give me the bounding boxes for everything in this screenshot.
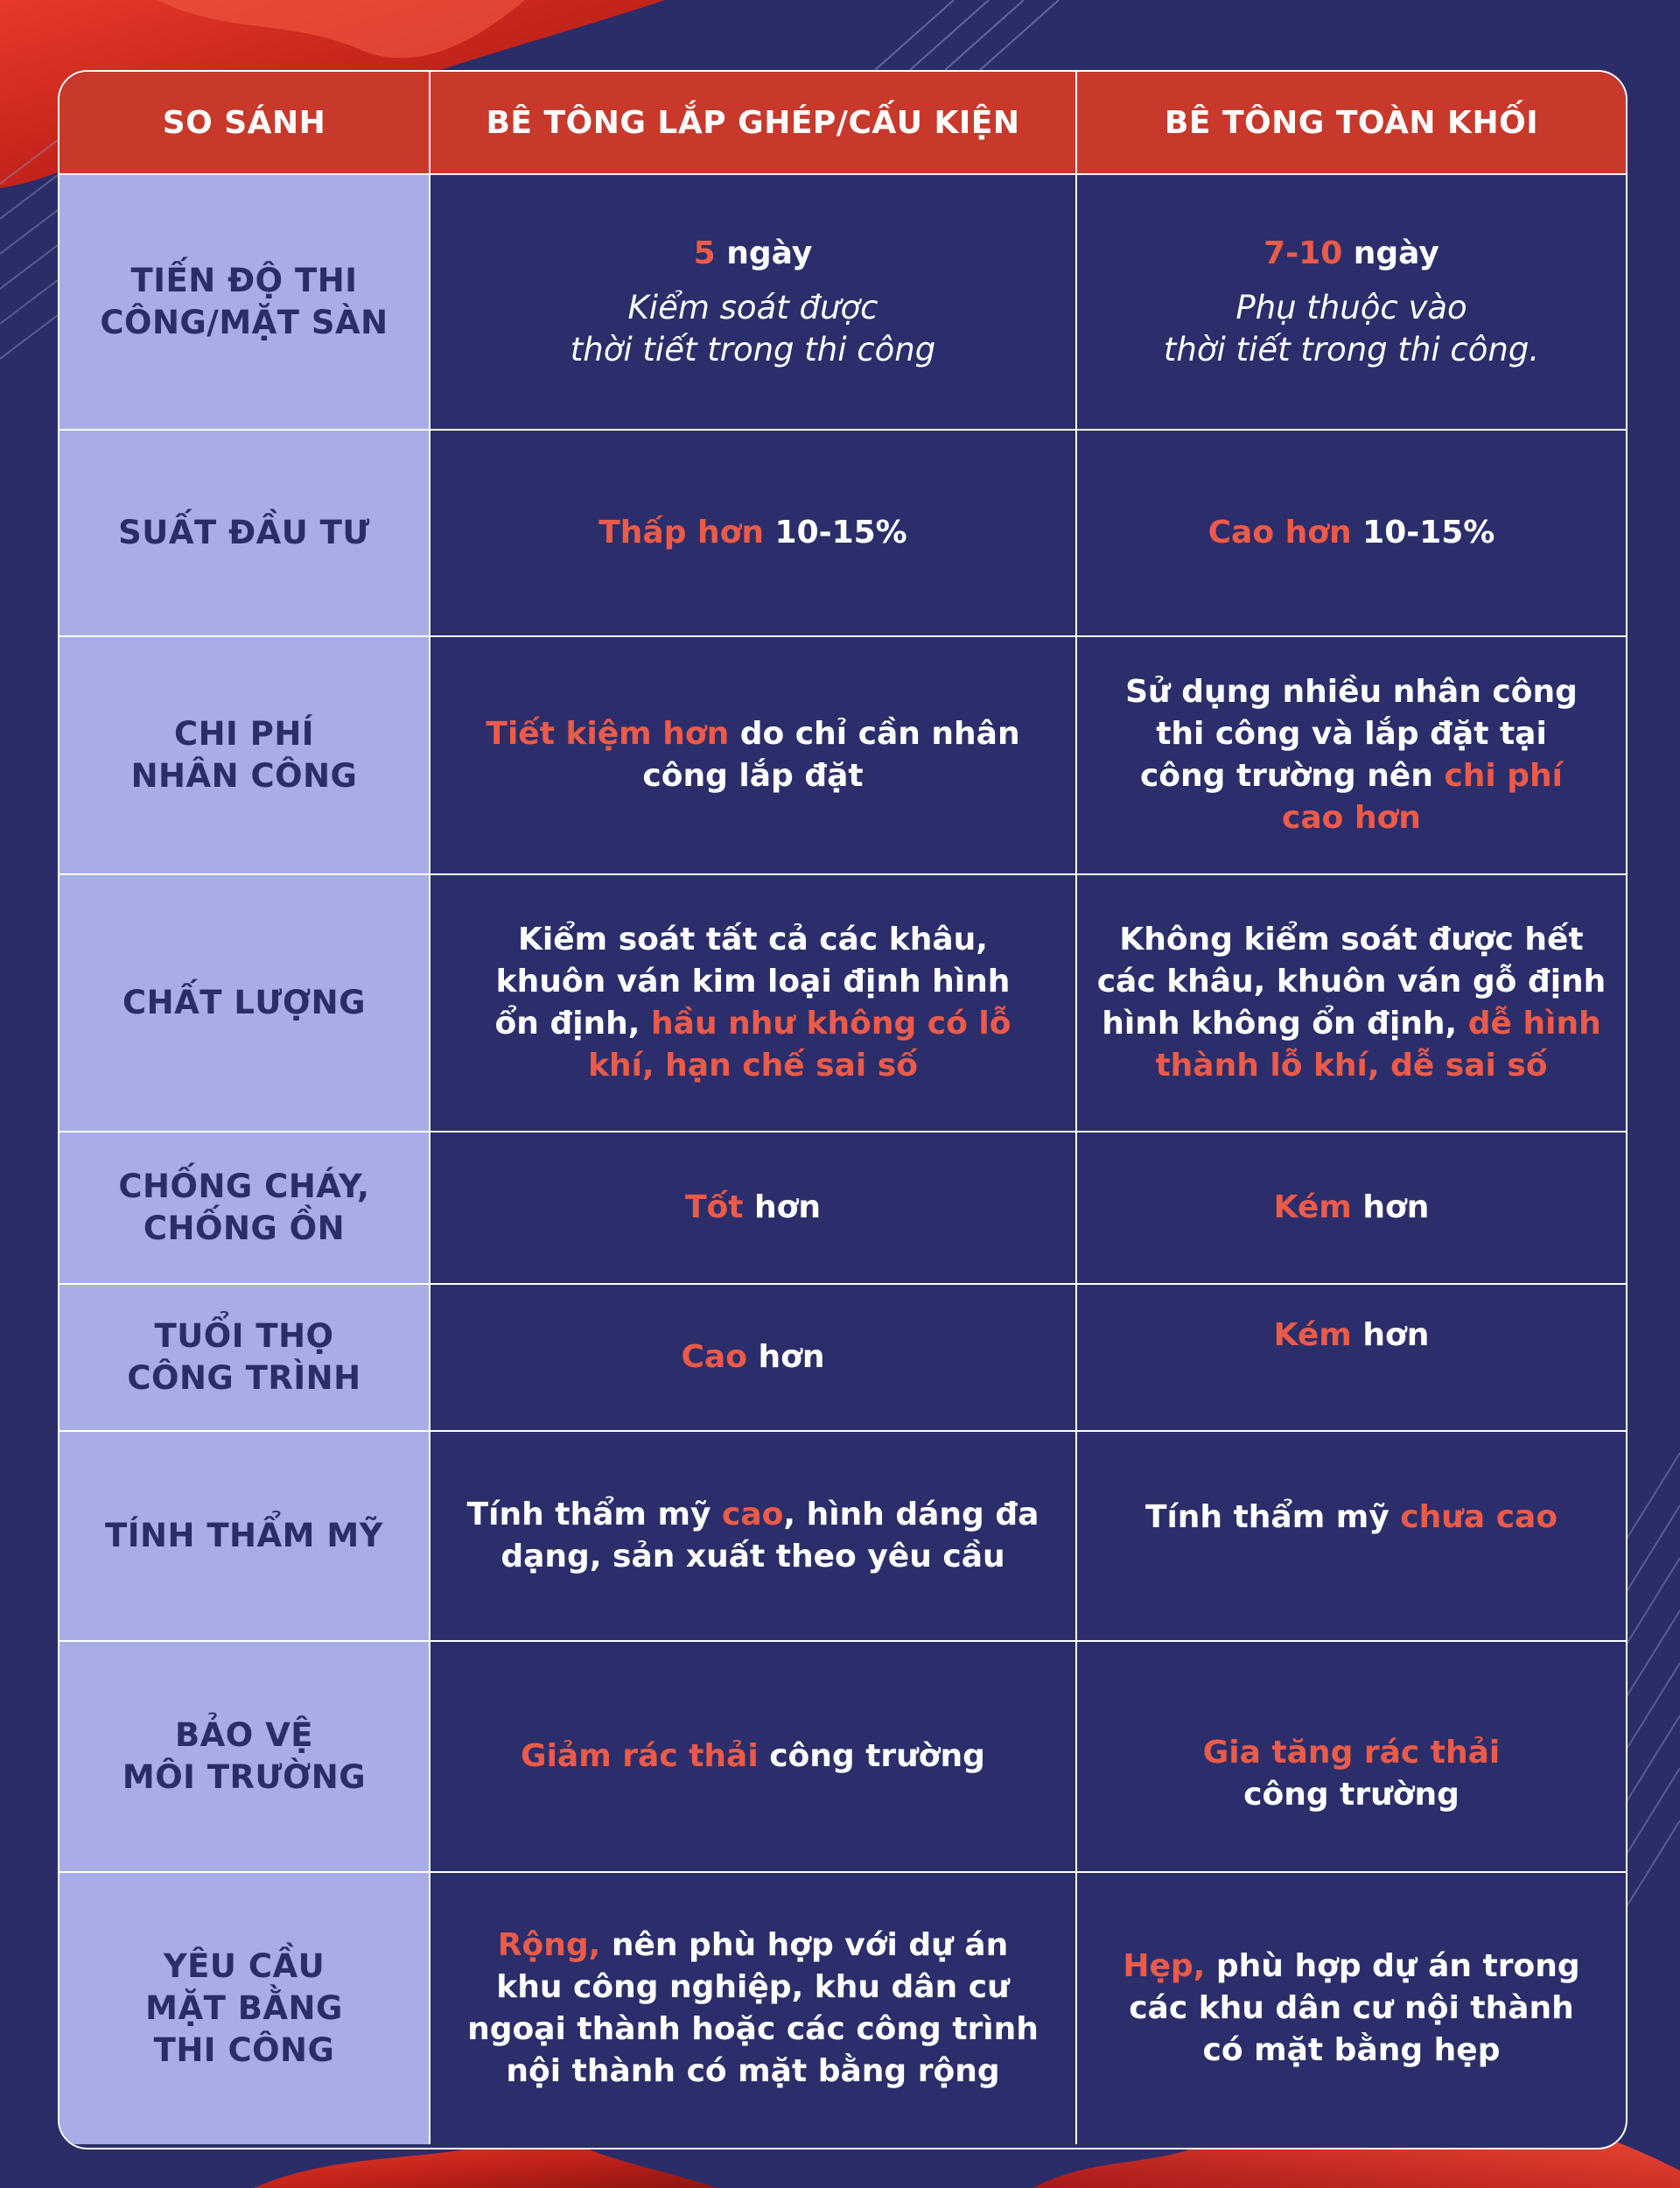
monolithic-aesthetics: Tính thẩm mỹ chưa cao (1077, 1432, 1626, 1642)
monolithic-site-requirement: Hẹp, phù hợp dự án trong các khu dân cư nội thành có mặt bằng hẹp (1123, 1948, 1580, 2068)
monolithic-schedule-note: Phụ thuộc vào thời tiết trong thi công. (1163, 289, 1540, 368)
precast-schedule-value: 5 ngày (693, 235, 813, 271)
header-monolithic-text: BÊ TÔNG TOÀN KHỐI (1164, 104, 1539, 141)
row-label-schedule (60, 175, 430, 431)
header-compare-text: SO SÁNH (162, 104, 326, 141)
precast-aesthetics: Tính thẩm mỹ cao, hình dáng đa dạng, sản xuất theo yêu cầu (430, 1432, 1077, 1642)
precast-investment: Thấp hơn 10-15% (430, 431, 1077, 637)
precast-schedule (430, 175, 1077, 431)
row-label-line: TIẾN ĐỘ THI (130, 262, 358, 299)
row-label-line: NHÂN CÔNG (130, 757, 358, 795)
row-label-line: CHI PHÍ (173, 715, 315, 753)
precast-quality: Kiểm soát tất cả các khâu, khuôn ván kim loại định hình ổn định, hầu như không có lỗ khí, hạn chế sai số (430, 875, 1077, 1133)
precast-site-requirement: Rộng, nên phù hợp với dự án khu công nghiệp, khu dân cư ngoại thành hoặc các công trình nội thành có mặt bằng rộng (430, 1873, 1077, 2144)
header-compare (60, 72, 430, 175)
row-label-line: TUỔI THỌ (154, 1317, 334, 1355)
row-label-line: CÔNG/MẶT SÀN (100, 304, 388, 341)
precast-fire-noise: Tốt hơn (430, 1133, 1077, 1285)
monolithic-investment: Cao hơn 10-15% (1077, 431, 1626, 637)
header-monolithic (1077, 72, 1626, 175)
monolithic-quality: Không kiểm soát được hết các khâu, khuôn ván gỗ định hình không ổn định, dễ hình thành lỗ khí, dễ sai số (1077, 875, 1626, 1133)
header-precast-text: BÊ TÔNG LẮP GHÉP/CẤU KIỆN (486, 104, 1020, 141)
row-label-investment (60, 431, 430, 637)
row-label-line: CHỐNG ỒN (143, 1210, 346, 1247)
monolithic-labor-cost: Sử dụng nhiều nhân công thi công và lắp đặt tại công trường nên chi phí cao hơn (1077, 637, 1626, 875)
row-label-line: CHẤT LƯỢNG (122, 984, 367, 1021)
row-label-line: MÔI TRƯỜNG (122, 1758, 367, 1796)
row-label-fire-noise (60, 1133, 430, 1285)
diagonal-line-pattern-top (875, 0, 1059, 70)
comparison-table (58, 70, 1628, 2149)
row-label-line: BẢO VỆ (174, 1716, 314, 1754)
diagonal-line-pattern-right (1626, 1453, 1680, 1908)
header-precast (430, 72, 1077, 175)
row-label-lifespan (60, 1285, 430, 1432)
row-label-line: YÊU CẦU (163, 1947, 326, 1985)
row-label-aesthetics (60, 1432, 430, 1642)
row-label-line: SUẤT ĐẦU TƯ (118, 514, 370, 551)
monolithic-lifespan: Kém hơn (1077, 1285, 1626, 1432)
row-label-line: MẶT BẰNG (145, 1989, 343, 2027)
row-label-environment (60, 1642, 430, 1873)
row-label-line: CHỐNG CHÁY, (118, 1168, 370, 1205)
precast-schedule-note: Kiểm soát được thời tiết trong thi công (570, 289, 936, 368)
precast-lifespan: Cao hơn (430, 1285, 1077, 1432)
row-label-line: CÔNG TRÌNH (127, 1359, 361, 1397)
row-label-line: THI CÔNG (153, 2031, 335, 2069)
row-label-labor-cost (60, 637, 430, 875)
monolithic-schedule (1077, 175, 1626, 431)
row-label-quality (60, 875, 430, 1133)
monolithic-environment: Gia tăng rác thải công trường (1077, 1642, 1626, 1873)
row-label-line: TÍNH THẨM MỸ (105, 1517, 383, 1554)
row-label-site-requirement (60, 1873, 430, 2144)
precast-labor-cost: Tiết kiệm hơn do chỉ cần nhân công lắp đặt (430, 637, 1077, 875)
monolithic-schedule-value: 7-10 ngày (1264, 235, 1439, 271)
monolithic-fire-noise: Kém hơn (1077, 1133, 1626, 1285)
precast-environment: Giảm rác thải công trường (430, 1642, 1077, 1873)
